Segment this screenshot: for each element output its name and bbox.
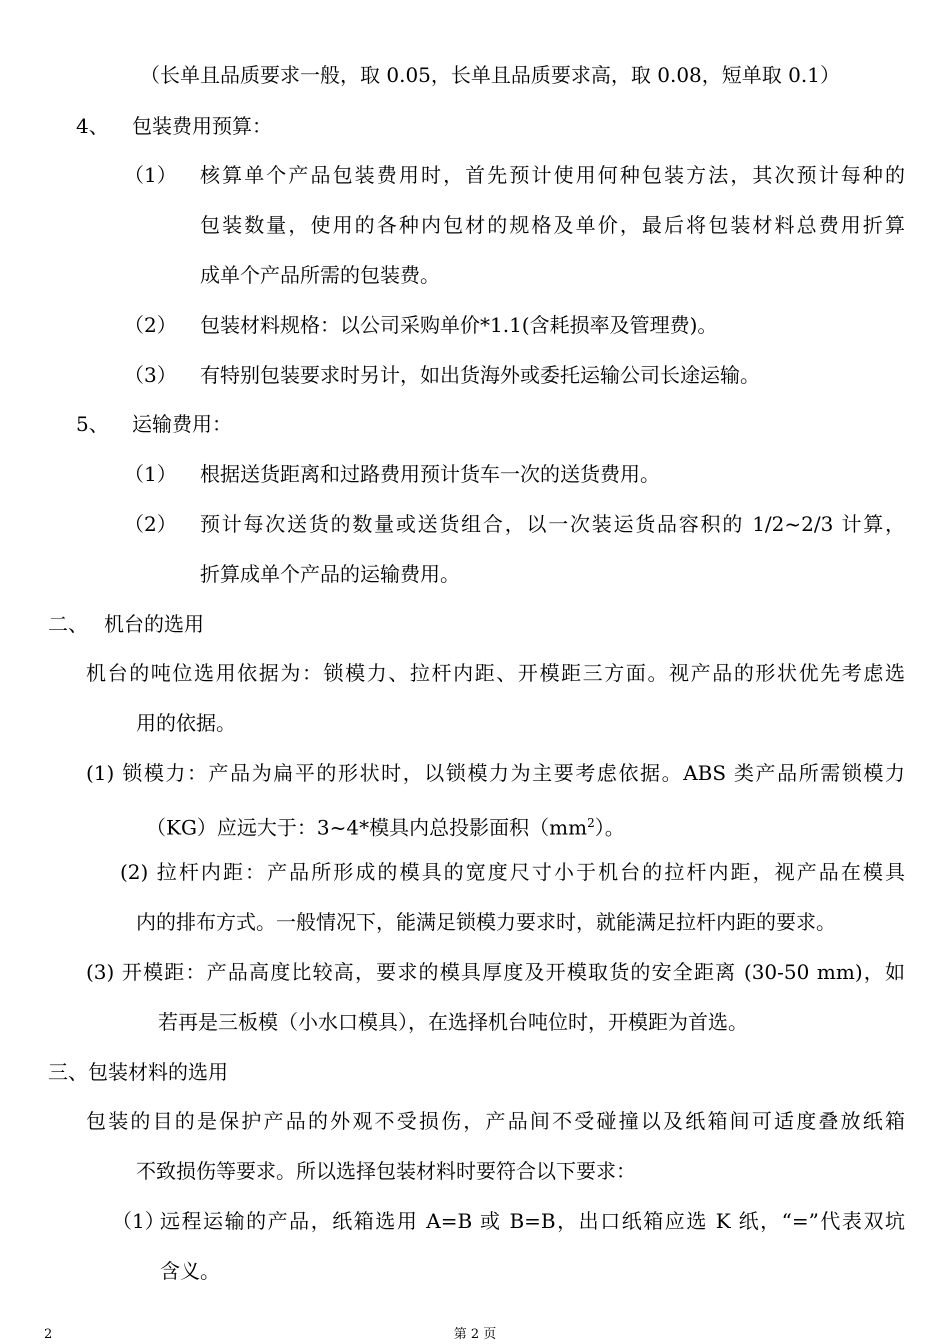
text-line: 根据送货距离和过路费用预计货车一次的送货费用。 bbox=[200, 462, 660, 486]
text-run: ）。 bbox=[594, 815, 625, 840]
text-line: 远程运输的产品，纸箱选用 A=B 或 B=B，出口纸箱应选 K 纸，“=”代表双坑 bbox=[160, 1209, 905, 1233]
text-line: 预计每次送货的数量或送货组合，以一次装运货品容积的 1/2~2/3 计算， bbox=[200, 512, 905, 536]
section-heading: 包装费用预算： bbox=[132, 114, 272, 138]
chapter-number: 二、 bbox=[48, 612, 88, 636]
text-line: 包装的目的是保护产品的外观不受损伤，产品间不受碰撞以及纸箱间可适度叠放纸箱 bbox=[86, 1109, 905, 1133]
text-line: (1) 锁模力：产品为扁平的形状时，以锁模力为主要考虑依据。ABS 类产品所需锁模力 bbox=[86, 761, 905, 785]
text-line: 核算单个产品包装费用时，首先预计使用何种包装方法，其次预计每种的 bbox=[200, 163, 905, 187]
text-run: （KG）应远大于：3~4*模具内总投影面积（mm bbox=[146, 815, 588, 840]
footer-page-label: 第 2 页 bbox=[453, 1327, 497, 1342]
text-line: 折算成单个产品的运输费用。 bbox=[200, 562, 460, 586]
item-number: （2） bbox=[124, 313, 177, 337]
text-line: (3) 开模距：产品高度比较高，要求的模具厚度及开模取货的安全距离 (30-50 mm)，如 bbox=[86, 960, 905, 984]
item-number: （1） bbox=[124, 462, 177, 486]
text-line: 包装材料规格：以公司采购单价*1.1(含耗损率及管理费)。 bbox=[200, 313, 718, 337]
text-line: 若再是三板模（小水口模具），在选择机台吨位时，开模距为首选。 bbox=[158, 1010, 748, 1034]
superscript: 2 bbox=[587, 816, 595, 830]
text-line: （长单且品质要求一般，取 0.05，长单且品质要求高，取 0.08，短单取 0.1） bbox=[140, 63, 840, 87]
text-line bbox=[146, 809, 625, 842]
item-number: （3） bbox=[124, 363, 177, 387]
section-heading: 运输费用： bbox=[132, 412, 232, 436]
item-number: （2） bbox=[124, 512, 177, 536]
text-line: 用的依据。 bbox=[136, 711, 236, 735]
chapter-heading: 机台的选用 bbox=[104, 612, 204, 636]
item-number: （1） bbox=[124, 163, 177, 187]
text-line: 机台的吨位选用依据为：锁模力、拉杆内距、开模距三方面。视产品的形状优先考虑选 bbox=[86, 661, 905, 685]
text-line: 有特别包装要求时另计，如出货海外或委托运输公司长途运输。 bbox=[200, 363, 760, 387]
footer-left-page-number: 2 bbox=[44, 1327, 53, 1342]
text-line: 成单个产品所需的包装费。 bbox=[200, 263, 440, 287]
text-line: 不致损伤等要求。所以选择包装材料时要符合以下要求： bbox=[136, 1159, 636, 1183]
text-line: (2) 拉杆内距：产品所形成的模具的宽度尺寸小于机台的拉杆内距，视产品在模具 bbox=[120, 860, 905, 884]
section-number: 4、 bbox=[76, 114, 109, 138]
text-line: 含义。 bbox=[160, 1259, 220, 1283]
section-number: 5、 bbox=[76, 412, 109, 436]
item-number: （1） bbox=[112, 1209, 165, 1233]
text-line: 内的排布方式。一般情况下，能满足锁模力要求时，就能满足拉杆内距的要求。 bbox=[136, 910, 836, 934]
text-line: 包装数量，使用的各种内包材的规格及单价，最后将包装材料总费用折算 bbox=[200, 213, 905, 237]
chapter-heading: 三、包装材料的选用 bbox=[48, 1060, 228, 1084]
